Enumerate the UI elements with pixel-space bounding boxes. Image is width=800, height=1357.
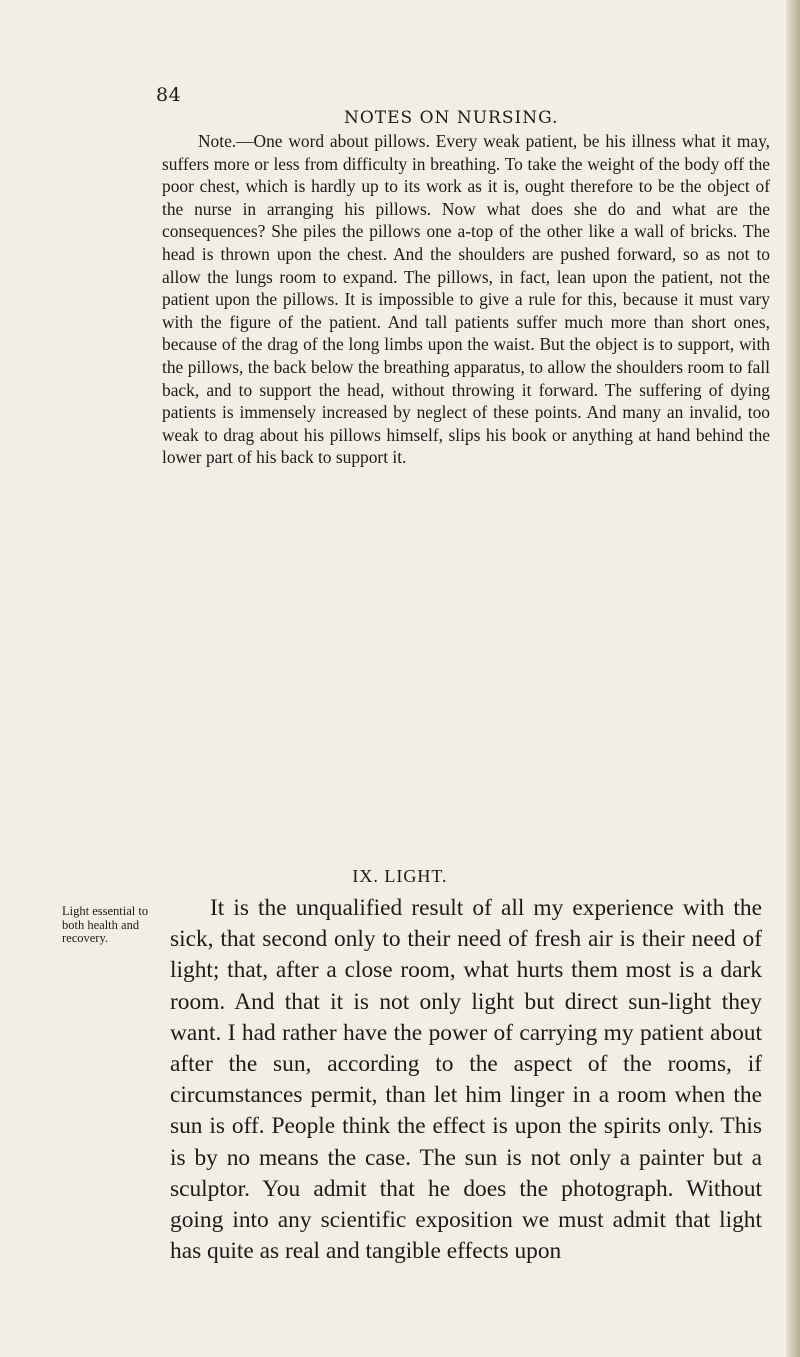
page-number: 84 — [156, 84, 182, 106]
page-binding-edge — [786, 0, 800, 1357]
margin-sidenote: Light essential to both health and recovery. — [62, 904, 149, 946]
pillows-note-text: Note.—One word about pillows. Every weak patient, be his illness what it may, suffers more or less from difficulty in breathing. To take the weight of the body off the poor chest, which is hardly up to its work as it is, ought therefore to be the object of the nurse in arranging his pillows. Now what does she do and what are the consequences? She piles the pillows one a-top of the other like a wall of bricks. The head is thrown upon the chest. And the shoulders are pushed forward, so as not to allow the lungs room to expand. The pillows, in fact, lean upon the patient, not the patient upon the pillows. It is impossible to give a rule for this, because it must vary with the figure of the patient. And tall patients suffer much more than short ones, because of the drag of the long limbs upon the waist. But the object is to support, with the pillows, the back below the breathing apparatus, to allow the shoulders room to fall back, and to support the head, without throwing it forward. The suffering of dying patients is immensely increased by neglect of these points. And many an invalid, too weak to drag about his pillows himself, slips his book or anything at hand behind the lower part of his back to support it. — [162, 131, 770, 468]
pillows-note — [162, 130, 770, 469]
section-body — [170, 893, 762, 1267]
section-heading: IX. LIGHT. — [352, 866, 448, 886]
section-body-text: It is the unqualified result of all my experience with the sick, that second only to their need of fresh air is their need of light; that, after a close room, what hurts them most is a dark room. And that it is not only light but direct sun-light they want. I had rather have the power of carrying my patient about after the sun, according to the aspect of the rooms, if circumstances permit, than let him linger in a room when the sun is off. People think the effect is upon the spirits only. This is by no means the case. The sun is not only a painter but a sculptor. You admit that he does the photograph. Without going into any scientific exposition we must admit that light has quite as real and tangible effects upon — [170, 895, 762, 1265]
running-head: NOTES ON NURSING. — [344, 108, 559, 128]
